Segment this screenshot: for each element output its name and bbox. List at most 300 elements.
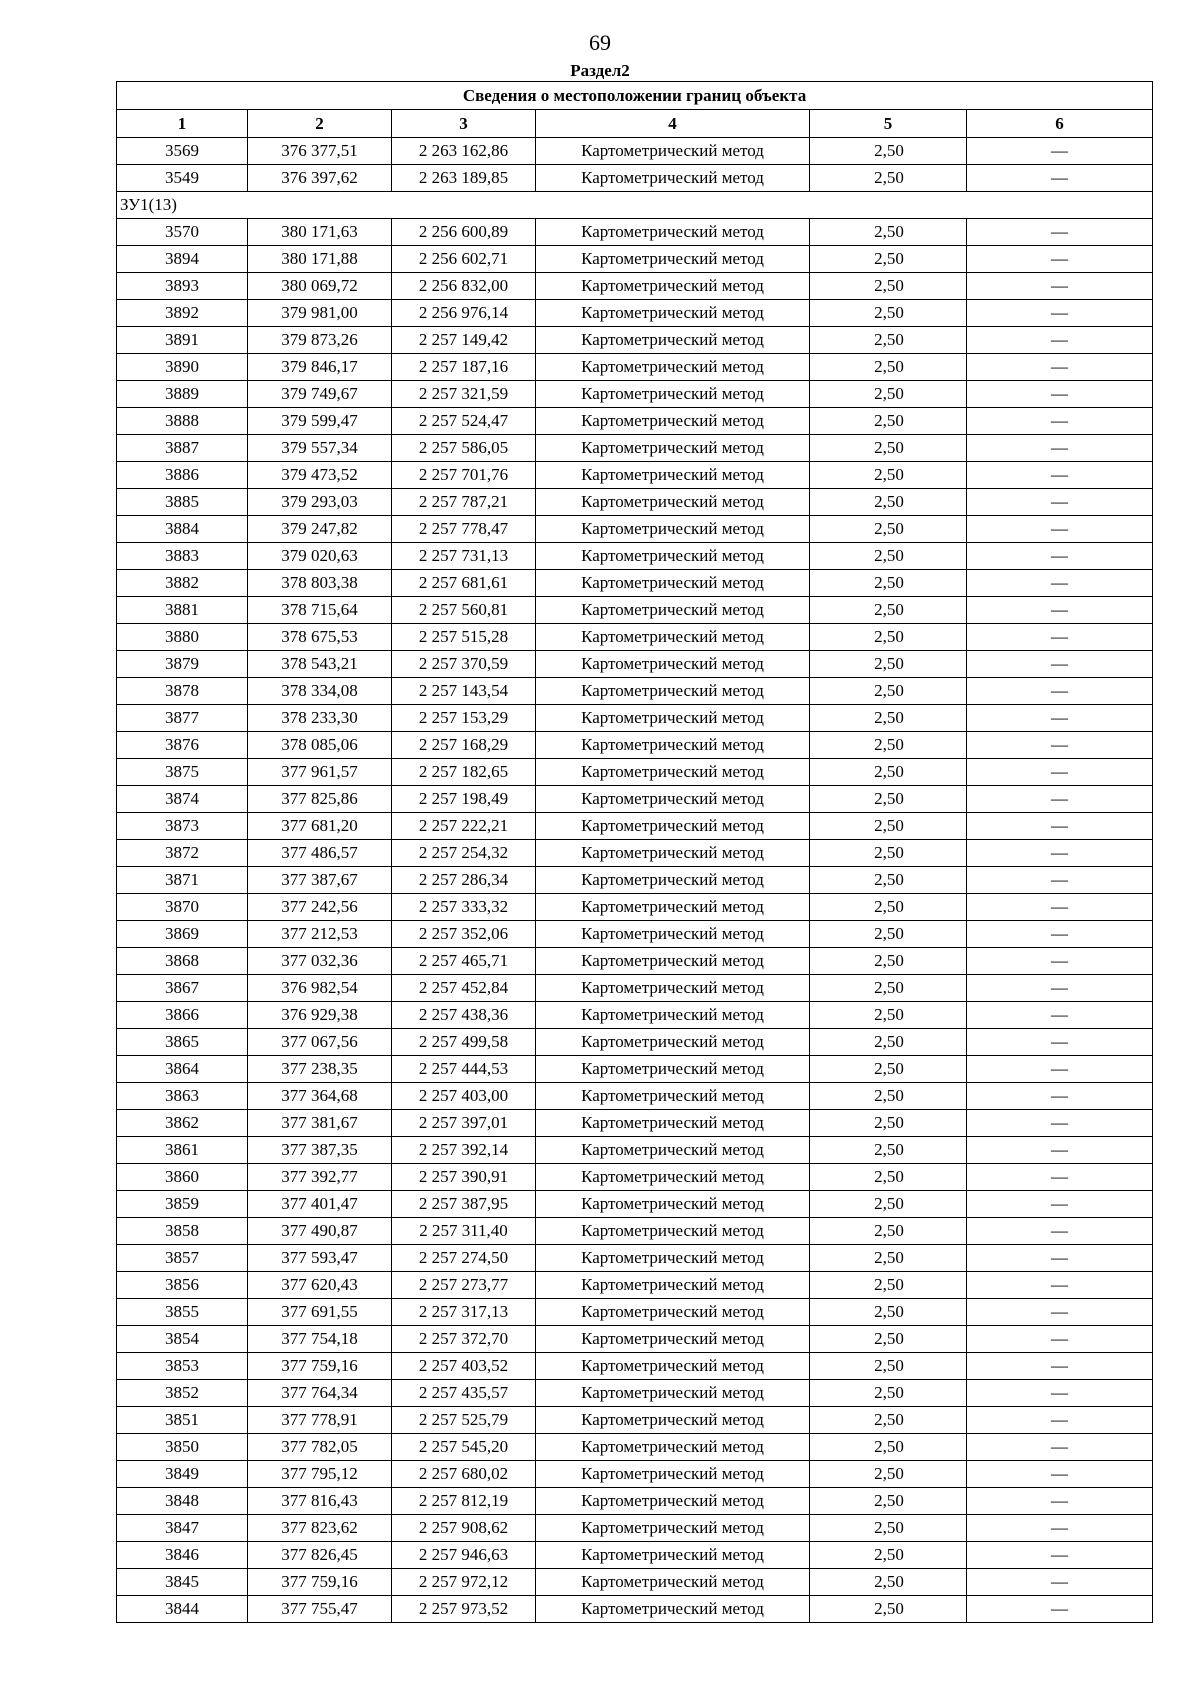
description-cell: — <box>967 948 1153 975</box>
accuracy-cell: 2,50 <box>810 597 967 624</box>
coord-y-cell: 2 257 973,52 <box>392 1596 536 1623</box>
table-row <box>117 543 1153 570</box>
coord-x-cell: 377 759,16 <box>248 1353 392 1380</box>
point-number-cell: 3847 <box>117 1515 248 1542</box>
coord-x-cell: 377 759,16 <box>248 1569 392 1596</box>
accuracy-cell: 2,50 <box>810 1515 967 1542</box>
coord-y-cell: 2 257 812,19 <box>392 1488 536 1515</box>
description-cell: — <box>967 1380 1153 1407</box>
coord-x-cell: 380 069,72 <box>248 273 392 300</box>
table-row <box>117 1353 1153 1380</box>
method-cell: Картометрический метод <box>536 1515 810 1542</box>
coord-x-cell: 379 599,47 <box>248 408 392 435</box>
coord-x-cell: 377 387,67 <box>248 867 392 894</box>
description-cell: — <box>967 840 1153 867</box>
coord-y-cell: 2 257 680,02 <box>392 1461 536 1488</box>
table-row <box>117 1056 1153 1083</box>
accuracy-cell: 2,50 <box>810 408 967 435</box>
method-cell: Картометрический метод <box>536 246 810 273</box>
coord-x-cell: 379 247,82 <box>248 516 392 543</box>
accuracy-cell: 2,50 <box>810 219 967 246</box>
coord-y-cell: 2 257 787,21 <box>392 489 536 516</box>
method-cell: Картометрический метод <box>536 489 810 516</box>
coord-x-cell: 379 981,00 <box>248 300 392 327</box>
coord-y-cell: 2 257 908,62 <box>392 1515 536 1542</box>
method-cell: Картометрический метод <box>536 1137 810 1164</box>
accuracy-cell: 2,50 <box>810 138 967 165</box>
method-cell: Картометрический метод <box>536 1218 810 1245</box>
table-row <box>117 273 1153 300</box>
coord-x-cell: 379 873,26 <box>248 327 392 354</box>
point-number-cell: 3871 <box>117 867 248 894</box>
accuracy-cell: 2,50 <box>810 1002 967 1029</box>
table-row <box>117 435 1153 462</box>
point-number-cell: 3870 <box>117 894 248 921</box>
accuracy-cell: 2,50 <box>810 246 967 273</box>
method-cell: Картометрический метод <box>536 1056 810 1083</box>
method-cell: Картометрический метод <box>536 408 810 435</box>
table-row <box>117 1542 1153 1569</box>
coord-x-cell: 377 364,68 <box>248 1083 392 1110</box>
table-row <box>117 1326 1153 1353</box>
accuracy-cell: 2,50 <box>810 1299 967 1326</box>
coord-x-cell: 377 067,56 <box>248 1029 392 1056</box>
accuracy-cell: 2,50 <box>810 1191 967 1218</box>
coord-x-cell: 377 823,62 <box>248 1515 392 1542</box>
point-number-cell: 3863 <box>117 1083 248 1110</box>
accuracy-cell: 2,50 <box>810 516 967 543</box>
coord-y-cell: 2 257 681,61 <box>392 570 536 597</box>
coord-x-cell: 377 392,77 <box>248 1164 392 1191</box>
point-number-cell: 3877 <box>117 705 248 732</box>
point-number-cell: 3861 <box>117 1137 248 1164</box>
table-row <box>117 462 1153 489</box>
accuracy-cell: 2,50 <box>810 705 967 732</box>
point-number-cell: 3549 <box>117 165 248 192</box>
point-number-cell: 3867 <box>117 975 248 1002</box>
coord-y-cell: 2 256 602,71 <box>392 246 536 273</box>
table-row <box>117 1083 1153 1110</box>
point-number-cell: 3846 <box>117 1542 248 1569</box>
description-cell: — <box>967 867 1153 894</box>
accuracy-cell: 2,50 <box>810 1110 967 1137</box>
column-header: 6 <box>967 110 1153 138</box>
table-row <box>117 516 1153 543</box>
method-cell: Картометрический метод <box>536 1569 810 1596</box>
point-number-cell: 3884 <box>117 516 248 543</box>
accuracy-cell: 2,50 <box>810 543 967 570</box>
point-number-cell: 3858 <box>117 1218 248 1245</box>
coord-y-cell: 2 256 976,14 <box>392 300 536 327</box>
boundary-coordinates-table <box>116 81 1153 1623</box>
coord-x-cell: 376 982,54 <box>248 975 392 1002</box>
point-number-cell: 3848 <box>117 1488 248 1515</box>
table-title: Сведения о местоположении границ объекта <box>117 82 1153 110</box>
point-number-cell: 3854 <box>117 1326 248 1353</box>
description-cell: — <box>967 1029 1153 1056</box>
description-cell: — <box>967 408 1153 435</box>
point-number-cell: 3881 <box>117 597 248 624</box>
point-number-cell: 3888 <box>117 408 248 435</box>
table-row <box>117 1272 1153 1299</box>
coord-y-cell: 2 257 333,32 <box>392 894 536 921</box>
accuracy-cell: 2,50 <box>810 1488 967 1515</box>
coord-y-cell: 2 257 222,21 <box>392 813 536 840</box>
point-number-cell: 3868 <box>117 948 248 975</box>
coord-x-cell: 377 795,12 <box>248 1461 392 1488</box>
coord-x-cell: 376 377,51 <box>248 138 392 165</box>
column-header: 4 <box>536 110 810 138</box>
table-row <box>117 165 1153 192</box>
method-cell: Картометрический метод <box>536 300 810 327</box>
point-number-cell: 3890 <box>117 354 248 381</box>
table-row <box>117 246 1153 273</box>
table-row <box>117 651 1153 678</box>
point-number-cell: 3894 <box>117 246 248 273</box>
point-number-cell: 3859 <box>117 1191 248 1218</box>
table-row <box>117 678 1153 705</box>
coord-x-cell: 378 233,30 <box>248 705 392 732</box>
method-cell: Картометрический метод <box>536 813 810 840</box>
coord-y-cell: 2 257 168,29 <box>392 732 536 759</box>
accuracy-cell: 2,50 <box>810 327 967 354</box>
description-cell: — <box>967 1353 1153 1380</box>
table-body <box>117 82 1153 1623</box>
method-cell: Картометрический метод <box>536 354 810 381</box>
coord-y-cell: 2 257 515,28 <box>392 624 536 651</box>
coord-y-cell: 2 257 390,91 <box>392 1164 536 1191</box>
point-number-cell: 3853 <box>117 1353 248 1380</box>
coord-y-cell: 2 257 560,81 <box>392 597 536 624</box>
point-number-cell: 3875 <box>117 759 248 786</box>
accuracy-cell: 2,50 <box>810 1164 967 1191</box>
description-cell: — <box>967 1083 1153 1110</box>
coord-x-cell: 379 293,03 <box>248 489 392 516</box>
table-row <box>117 759 1153 786</box>
coord-y-cell: 2 257 397,01 <box>392 1110 536 1137</box>
description-cell: — <box>967 705 1153 732</box>
method-cell: Картометрический метод <box>536 786 810 813</box>
table-row <box>117 1488 1153 1515</box>
page-number: 69 <box>589 30 611 55</box>
method-cell: Картометрический метод <box>536 219 810 246</box>
table-row <box>117 354 1153 381</box>
accuracy-cell: 2,50 <box>810 381 967 408</box>
coord-x-cell: 379 473,52 <box>248 462 392 489</box>
column-header: 5 <box>810 110 967 138</box>
point-number-cell: 3569 <box>117 138 248 165</box>
coord-y-cell: 2 256 600,89 <box>392 219 536 246</box>
coord-x-cell: 379 749,67 <box>248 381 392 408</box>
description-cell: — <box>967 165 1153 192</box>
method-cell: Картометрический метод <box>536 678 810 705</box>
coord-x-cell: 377 593,47 <box>248 1245 392 1272</box>
method-cell: Картометрический метод <box>536 1461 810 1488</box>
table-row <box>117 948 1153 975</box>
coord-x-cell: 379 846,17 <box>248 354 392 381</box>
description-cell: — <box>967 570 1153 597</box>
method-cell: Картометрический метод <box>536 462 810 489</box>
coord-x-cell: 380 171,88 <box>248 246 392 273</box>
accuracy-cell: 2,50 <box>810 1461 967 1488</box>
table-row <box>117 786 1153 813</box>
coord-x-cell: 378 085,06 <box>248 732 392 759</box>
point-number-cell: 3885 <box>117 489 248 516</box>
table-row <box>117 624 1153 651</box>
table-row <box>117 1218 1153 1245</box>
description-cell: — <box>967 1569 1153 1596</box>
accuracy-cell: 2,50 <box>810 1029 967 1056</box>
description-cell: — <box>967 1299 1153 1326</box>
method-cell: Картометрический метод <box>536 1029 810 1056</box>
description-cell: — <box>967 1002 1153 1029</box>
method-cell: Картометрический метод <box>536 1407 810 1434</box>
accuracy-cell: 2,50 <box>810 1218 967 1245</box>
description-cell: — <box>967 597 1153 624</box>
description-cell: — <box>967 1191 1153 1218</box>
table-row <box>117 489 1153 516</box>
point-number-cell: 3872 <box>117 840 248 867</box>
table-row <box>117 1191 1153 1218</box>
accuracy-cell: 2,50 <box>810 489 967 516</box>
description-cell: — <box>967 894 1153 921</box>
table-row <box>117 1434 1153 1461</box>
accuracy-cell: 2,50 <box>810 1137 967 1164</box>
method-cell: Картометрический метод <box>536 1434 810 1461</box>
point-number-cell: 3851 <box>117 1407 248 1434</box>
table-row <box>117 1137 1153 1164</box>
coord-y-cell: 2 257 352,06 <box>392 921 536 948</box>
coord-y-cell: 2 257 452,84 <box>392 975 536 1002</box>
accuracy-cell: 2,50 <box>810 1434 967 1461</box>
table-row <box>117 1515 1153 1542</box>
point-number-cell: 3862 <box>117 1110 248 1137</box>
accuracy-cell: 2,50 <box>810 1245 967 1272</box>
description-cell: — <box>967 138 1153 165</box>
description-cell: — <box>967 1137 1153 1164</box>
coord-x-cell: 377 691,55 <box>248 1299 392 1326</box>
description-cell: — <box>967 1596 1153 1623</box>
accuracy-cell: 2,50 <box>810 1380 967 1407</box>
table-row <box>117 1461 1153 1488</box>
method-cell: Картометрический метод <box>536 867 810 894</box>
method-cell: Картометрический метод <box>536 1002 810 1029</box>
description-cell: — <box>967 759 1153 786</box>
coord-y-cell: 2 257 370,59 <box>392 651 536 678</box>
point-number-cell: 3570 <box>117 219 248 246</box>
coord-y-cell: 2 257 286,34 <box>392 867 536 894</box>
method-cell: Картометрический метод <box>536 1380 810 1407</box>
point-number-cell: 3856 <box>117 1272 248 1299</box>
coord-x-cell: 377 486,57 <box>248 840 392 867</box>
coord-y-cell: 2 257 198,49 <box>392 786 536 813</box>
table-row <box>117 219 1153 246</box>
method-cell: Картометрический метод <box>536 570 810 597</box>
method-cell: Картометрический метод <box>536 840 810 867</box>
point-number-cell: 3860 <box>117 1164 248 1191</box>
description-cell: — <box>967 1056 1153 1083</box>
point-number-cell: 3844 <box>117 1596 248 1623</box>
method-cell: Картометрический метод <box>536 597 810 624</box>
accuracy-cell: 2,50 <box>810 651 967 678</box>
table-row <box>117 921 1153 948</box>
coord-x-cell: 380 171,63 <box>248 219 392 246</box>
coord-x-cell: 377 782,05 <box>248 1434 392 1461</box>
coord-y-cell: 2 263 162,86 <box>392 138 536 165</box>
coord-y-cell: 2 263 189,85 <box>392 165 536 192</box>
description-cell: — <box>967 327 1153 354</box>
coord-y-cell: 2 257 403,00 <box>392 1083 536 1110</box>
point-number-cell: 3878 <box>117 678 248 705</box>
accuracy-cell: 2,50 <box>810 786 967 813</box>
coord-x-cell: 376 929,38 <box>248 1002 392 1029</box>
accuracy-cell: 2,50 <box>810 813 967 840</box>
table-row <box>117 1002 1153 1029</box>
description-cell: — <box>967 732 1153 759</box>
coord-x-cell: 379 557,34 <box>248 435 392 462</box>
method-cell: Картометрический метод <box>536 381 810 408</box>
coord-x-cell: 377 755,47 <box>248 1596 392 1623</box>
accuracy-cell: 2,50 <box>810 300 967 327</box>
method-cell: Картометрический метод <box>536 1326 810 1353</box>
table-row <box>117 138 1153 165</box>
point-number-cell: 3874 <box>117 786 248 813</box>
accuracy-cell: 2,50 <box>810 840 967 867</box>
method-cell: Картометрический метод <box>536 1353 810 1380</box>
table-row <box>117 1569 1153 1596</box>
point-number-cell: 3865 <box>117 1029 248 1056</box>
point-number-cell: 3873 <box>117 813 248 840</box>
coord-x-cell: 377 754,18 <box>248 1326 392 1353</box>
point-number-cell: 3879 <box>117 651 248 678</box>
point-number-cell: 3845 <box>117 1569 248 1596</box>
accuracy-cell: 2,50 <box>810 354 967 381</box>
point-number-cell: 3849 <box>117 1461 248 1488</box>
table-row <box>117 1029 1153 1056</box>
coord-x-cell: 377 381,67 <box>248 1110 392 1137</box>
method-cell: Картометрический метод <box>536 1110 810 1137</box>
coord-x-cell: 378 803,38 <box>248 570 392 597</box>
description-cell: — <box>967 651 1153 678</box>
description-cell: — <box>967 273 1153 300</box>
table-row <box>117 975 1153 1002</box>
accuracy-cell: 2,50 <box>810 1569 967 1596</box>
coord-y-cell: 2 257 182,65 <box>392 759 536 786</box>
table-row <box>117 1380 1153 1407</box>
description-cell: — <box>967 1542 1153 1569</box>
description-cell: — <box>967 543 1153 570</box>
description-cell: — <box>967 1434 1153 1461</box>
description-cell: — <box>967 381 1153 408</box>
description-cell: — <box>967 489 1153 516</box>
method-cell: Картометрический метод <box>536 1596 810 1623</box>
description-cell: — <box>967 1164 1153 1191</box>
method-cell: Картометрический метод <box>536 1191 810 1218</box>
accuracy-cell: 2,50 <box>810 948 967 975</box>
point-number-cell: 3886 <box>117 462 248 489</box>
accuracy-cell: 2,50 <box>810 732 967 759</box>
coord-y-cell: 2 257 438,36 <box>392 1002 536 1029</box>
description-cell: — <box>967 678 1153 705</box>
table-row <box>117 1407 1153 1434</box>
coord-y-cell: 2 257 435,57 <box>392 1380 536 1407</box>
coord-x-cell: 377 826,45 <box>248 1542 392 1569</box>
description-cell: — <box>967 354 1153 381</box>
coord-y-cell: 2 257 372,70 <box>392 1326 536 1353</box>
table-row <box>117 813 1153 840</box>
coord-y-cell: 2 257 444,53 <box>392 1056 536 1083</box>
column-header: 1 <box>117 110 248 138</box>
point-number-cell: 3882 <box>117 570 248 597</box>
description-cell: — <box>967 435 1153 462</box>
method-cell: Картометрический метод <box>536 543 810 570</box>
point-number-cell: 3857 <box>117 1245 248 1272</box>
accuracy-cell: 2,50 <box>810 273 967 300</box>
accuracy-cell: 2,50 <box>810 570 967 597</box>
group-label: ЗУ1(13) <box>117 192 1153 219</box>
method-cell: Картометрический метод <box>536 516 810 543</box>
point-number-cell: 3869 <box>117 921 248 948</box>
method-cell: Картометрический метод <box>536 327 810 354</box>
method-cell: Картометрический метод <box>536 1083 810 1110</box>
table-title-row <box>117 82 1153 110</box>
point-number-cell: 3893 <box>117 273 248 300</box>
point-number-cell: 3866 <box>117 1002 248 1029</box>
coord-y-cell: 2 257 731,13 <box>392 543 536 570</box>
table-row <box>117 1245 1153 1272</box>
table-row <box>117 1596 1153 1623</box>
method-cell: Картометрический метод <box>536 624 810 651</box>
description-cell: — <box>967 1245 1153 1272</box>
coord-x-cell: 377 778,91 <box>248 1407 392 1434</box>
section-title: Раздел2 <box>570 61 630 80</box>
description-cell: — <box>967 1488 1153 1515</box>
method-cell: Картометрический метод <box>536 1164 810 1191</box>
point-number-cell: 3891 <box>117 327 248 354</box>
table-row <box>117 705 1153 732</box>
coord-y-cell: 2 257 946,63 <box>392 1542 536 1569</box>
accuracy-cell: 2,50 <box>810 1083 967 1110</box>
accuracy-cell: 2,50 <box>810 1542 967 1569</box>
coord-y-cell: 2 257 153,29 <box>392 705 536 732</box>
point-number-cell: 3889 <box>117 381 248 408</box>
column-header: 2 <box>248 110 392 138</box>
coord-x-cell: 377 816,43 <box>248 1488 392 1515</box>
column-header: 3 <box>392 110 536 138</box>
description-cell: — <box>967 1110 1153 1137</box>
description-cell: — <box>967 1461 1153 1488</box>
coord-y-cell: 2 257 149,42 <box>392 327 536 354</box>
point-number-cell: 3876 <box>117 732 248 759</box>
column-number-row <box>117 110 1153 138</box>
accuracy-cell: 2,50 <box>810 975 967 1002</box>
accuracy-cell: 2,50 <box>810 894 967 921</box>
method-cell: Картометрический метод <box>536 1488 810 1515</box>
description-cell: — <box>967 813 1153 840</box>
description-cell: — <box>967 462 1153 489</box>
coord-x-cell: 378 334,08 <box>248 678 392 705</box>
accuracy-cell: 2,50 <box>810 435 967 462</box>
coord-x-cell: 377 490,87 <box>248 1218 392 1245</box>
accuracy-cell: 2,50 <box>810 165 967 192</box>
point-number-cell: 3883 <box>117 543 248 570</box>
point-number-cell: 3852 <box>117 1380 248 1407</box>
method-cell: Картометрический метод <box>536 273 810 300</box>
accuracy-cell: 2,50 <box>810 678 967 705</box>
coord-x-cell: 378 715,64 <box>248 597 392 624</box>
accuracy-cell: 2,50 <box>810 1596 967 1623</box>
table-row <box>117 840 1153 867</box>
